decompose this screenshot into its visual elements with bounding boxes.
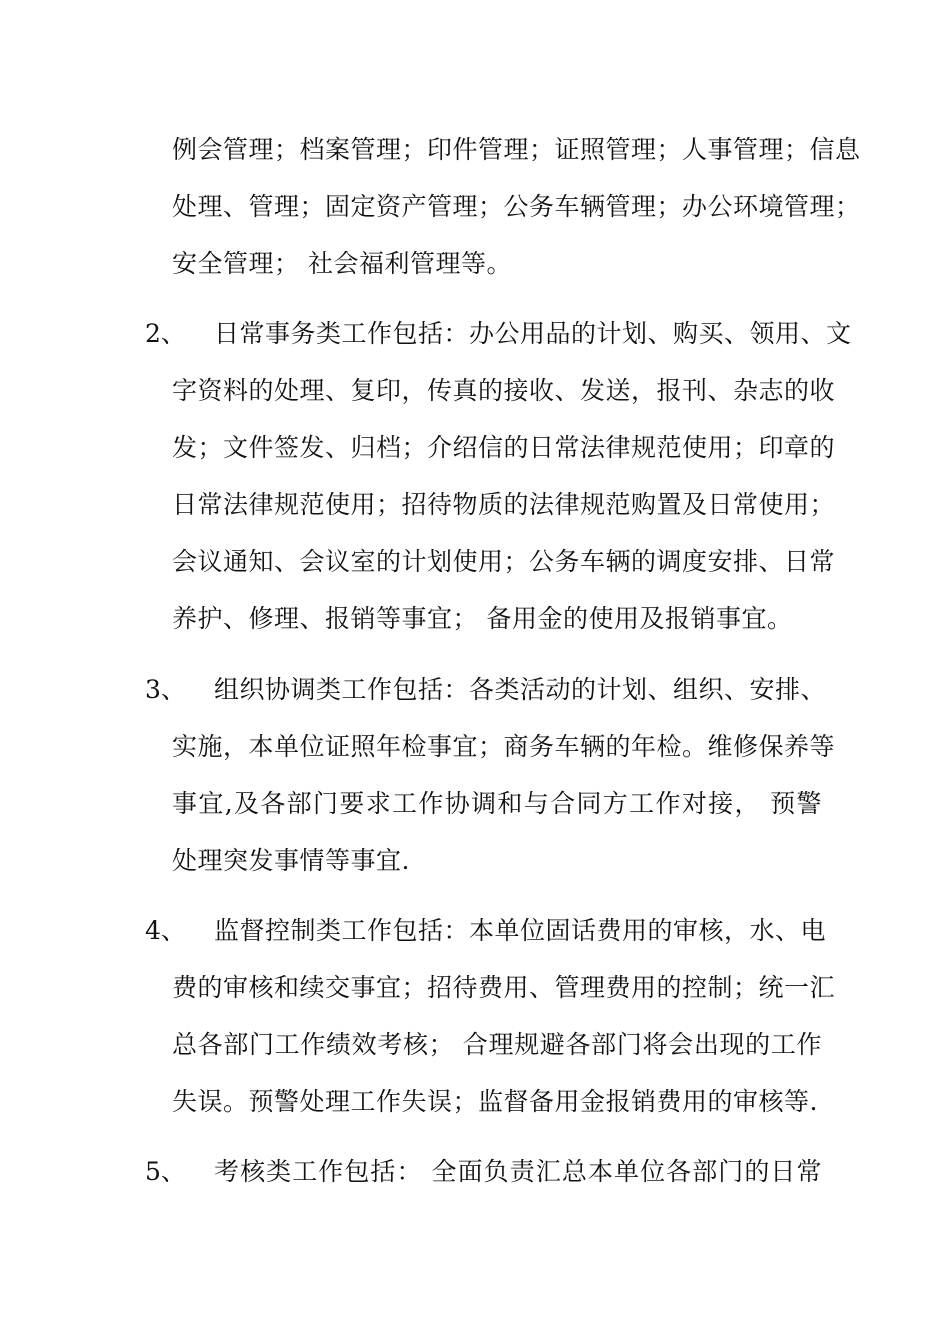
text-line: 发；文件签发、归档；介绍信的日常法律规范使用；印章的	[172, 433, 836, 462]
text-line: 费的审核和续交事宜；招待费用、管理费用的控制；统一汇	[172, 973, 836, 1002]
list-number: 2、	[145, 319, 186, 348]
text-line: 养护、修理、报销等事宜； 备用金的使用及报销事宜。	[172, 604, 793, 633]
list-item-first-line: 日常事务类工作包括：办公用品的计划、购买、领用、文	[214, 319, 852, 348]
text-line: 实施，本单位证照年检事宜；商务车辆的年检。维修保养等	[172, 732, 836, 761]
list-number: 3、	[145, 675, 186, 704]
list-number: 5、	[145, 1157, 186, 1186]
text-line: 例会管理；档案管理；印件管理；证照管理；人事管理；信息	[172, 135, 861, 164]
list-number: 4、	[145, 916, 186, 945]
list-item-first-line: 考核类工作包括： 全面负责汇总本单位各部门的日常	[214, 1157, 822, 1186]
list-item-first-line: 组织协调类工作包括：各类活动的计划、组织、安排、	[214, 675, 827, 704]
text-line: 字资料的处理、复印，传真的接收、发送，报刊、杂志的收	[172, 376, 836, 405]
text-line: 安全管理； 社会福利管理等。	[172, 249, 512, 278]
text-line: 会议通知、会议室的计划使用；公务车辆的调度安排、日常	[172, 547, 836, 576]
text-line: 事宜,及各部门要求工作协调和与合同方工作对接， 预警	[172, 789, 822, 818]
text-line: 失误。预警处理工作失误；监督备用金报销费用的审核等.	[172, 1087, 818, 1116]
text-line: 总各部门工作绩效考核； 合理规避各部门将会出现的工作	[172, 1030, 822, 1059]
text-line: 处理突发事情等事宜.	[172, 846, 410, 875]
text-line: 处理、管理；固定资产管理；公务车辆管理；办公环境管理；	[172, 192, 861, 221]
text-line: 日常法律规范使用；招待物质的法律规范购置及日常使用；	[172, 490, 836, 519]
list-item-first-line: 监督控制类工作包括：本单位固话费用的审核，水、电	[214, 916, 827, 945]
